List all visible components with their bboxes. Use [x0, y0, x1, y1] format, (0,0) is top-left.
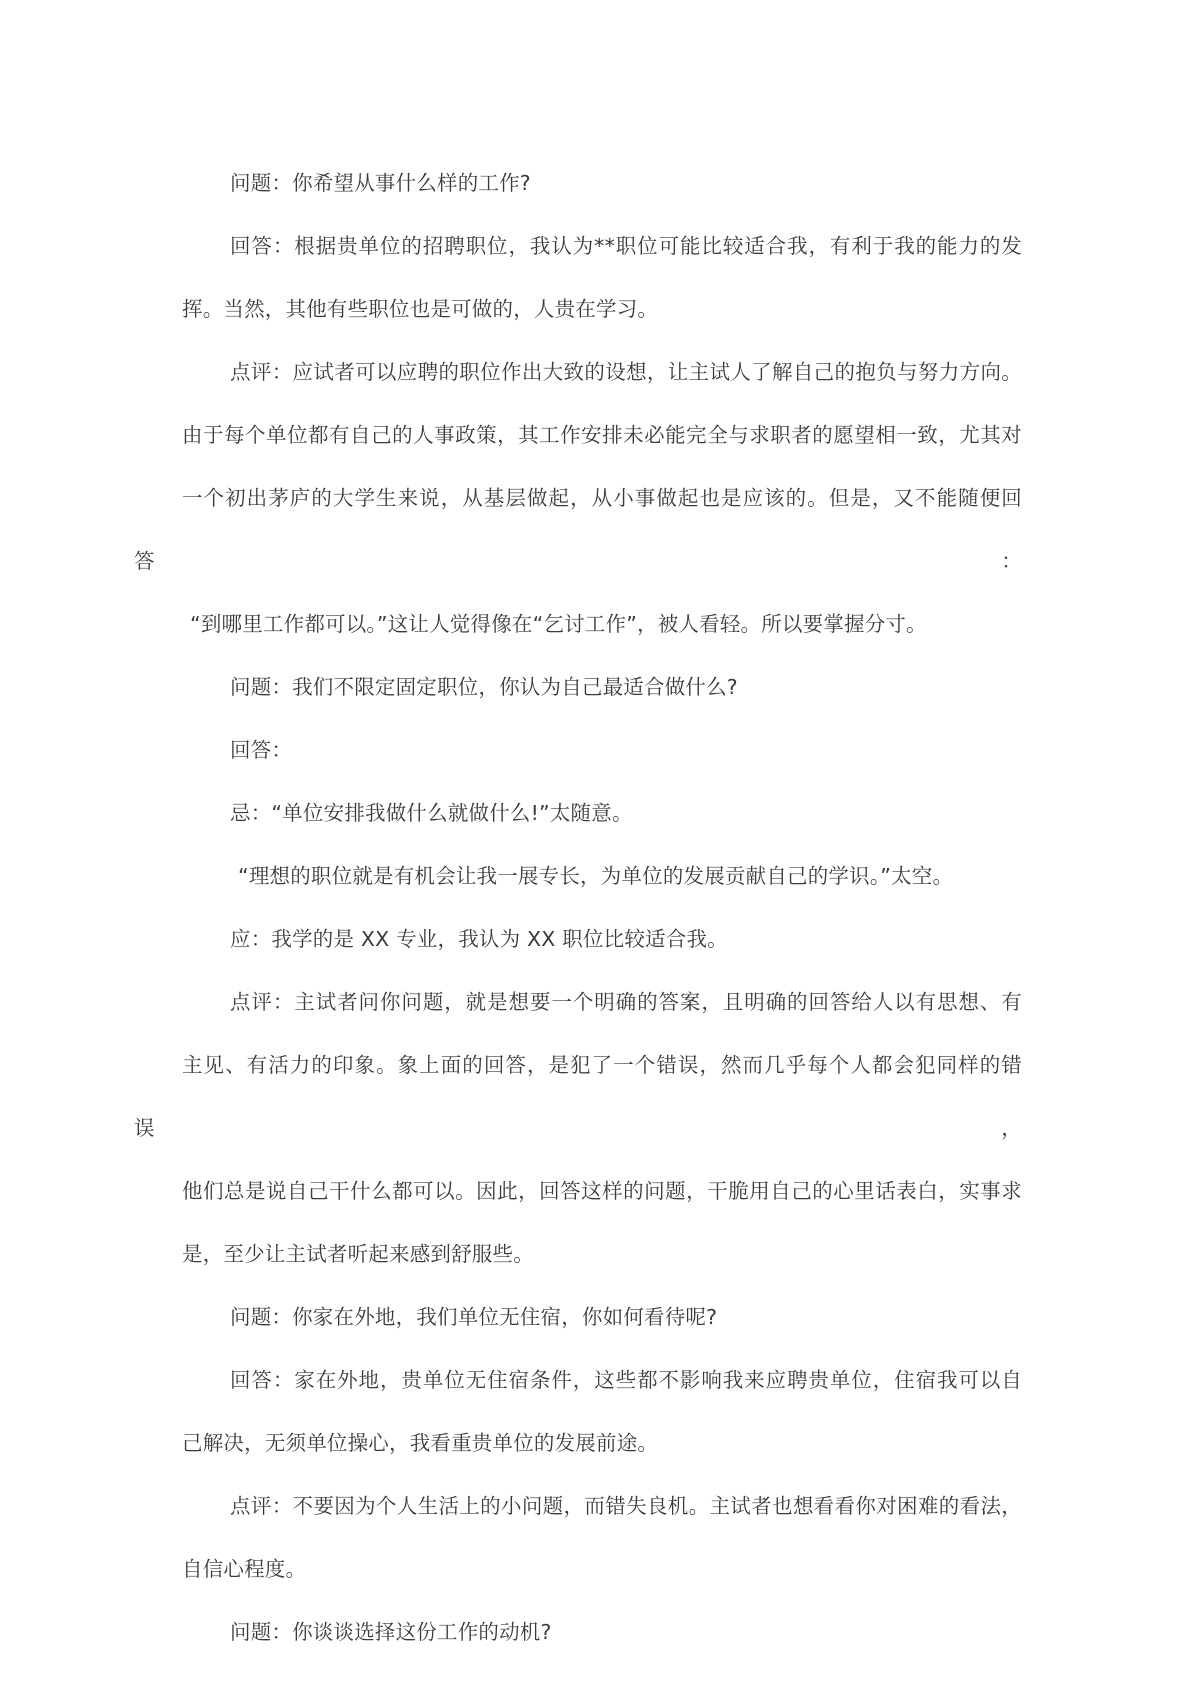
text-line: 应：我学的是 XX 专业，我认为 XX 职位比较适合我。 [230, 927, 728, 951]
text-line: 一个初出茅庐的大学生来说，从基层做起，从小事做起也是应该的。但是，又不能随便回答： [134, 486, 1022, 573]
text-line: “理想的职位就是有机会让我一展专长，为单位的发展贡献自己的学识。”太空。 [238, 864, 954, 888]
paragraph-comment-2 [134, 971, 1022, 1286]
paragraph-answer-3 [182, 1349, 1022, 1475]
text-line: 主见、有活力的印象。象上面的回答，是犯了一个错误，然而几乎每个人都会犯同样的错误， [134, 1053, 1022, 1140]
paragraph-answer-2 [182, 719, 1022, 782]
text-line: 点评：不要因为个人生活上的小问题，而错失良机。主试者也想看看你对困难的看法， [230, 1494, 1022, 1518]
text-line: “到哪里工作都可以。”这让人觉得像在“乞讨工作”，被人看轻。所以要掌握分寸。 [190, 612, 927, 636]
document-body [134, 152, 1022, 1664]
text-line: 回答：家在外地，贵单位无住宿条件，这些都不影响我来应聘贵单位，住宿我可以自 [230, 1368, 1022, 1392]
paragraph-question-3 [182, 1286, 1022, 1349]
text-line: 点评：应试者可以应聘的职位作出大致的设想，让主试人了解自己的抱负与努力方向。 [230, 360, 1022, 384]
paragraph-question-1 [182, 152, 1022, 215]
text-line: 问题：你家在外地，我们单位无住宿，你如何看待呢? [230, 1305, 718, 1329]
text-line: 问题：我们不限定固定职位，你认为自己最适合做什么? [230, 675, 738, 699]
text-line: 回答：根据贵单位的招聘职位，我认为**职位可能比较适合我，有利于我的能力的发 [230, 234, 1022, 258]
paragraph-question-4 [182, 1601, 1022, 1664]
paragraph-should [182, 908, 1022, 971]
paragraph-comment-1 [134, 341, 1022, 656]
paragraph-avoid [182, 782, 1022, 845]
text-line: 是，至少让主试者听起来感到舒服些。 [182, 1242, 534, 1266]
text-line: 他们总是说自己干什么都可以。因此，回答这样的问题，干脆用自己的心里话表白，实事求 [182, 1179, 1022, 1203]
text-line: 点评：主试者问你问题，就是想要一个明确的答案，且明确的回答给人以有思想、有 [230, 990, 1022, 1014]
paragraph-comment-3 [182, 1475, 1022, 1601]
paragraph-question-2 [182, 656, 1022, 719]
paragraph-avoid-2 [182, 845, 1022, 908]
text-line: 由于每个单位都有自己的人事政策，其工作安排未必能完全与求职者的愿望相一致，尤其对 [182, 423, 1022, 447]
text-line: 问题：你谈谈选择这份工作的动机? [230, 1620, 552, 1644]
text-line: 问题：你希望从事什么样的工作? [230, 171, 531, 195]
text-line: 挥。当然，其他有些职位也是可做的，人贵在学习。 [182, 297, 659, 321]
paragraph-answer-1 [182, 215, 1022, 341]
text-line: 己解决，无须单位操心，我看重贵单位的发展前途。 [182, 1431, 659, 1455]
text-line: 回答： [230, 738, 293, 762]
text-line: 忌：“单位安排我做什么就做什么!”太随意。 [230, 801, 633, 825]
text-line: 自信心程度。 [182, 1557, 307, 1581]
